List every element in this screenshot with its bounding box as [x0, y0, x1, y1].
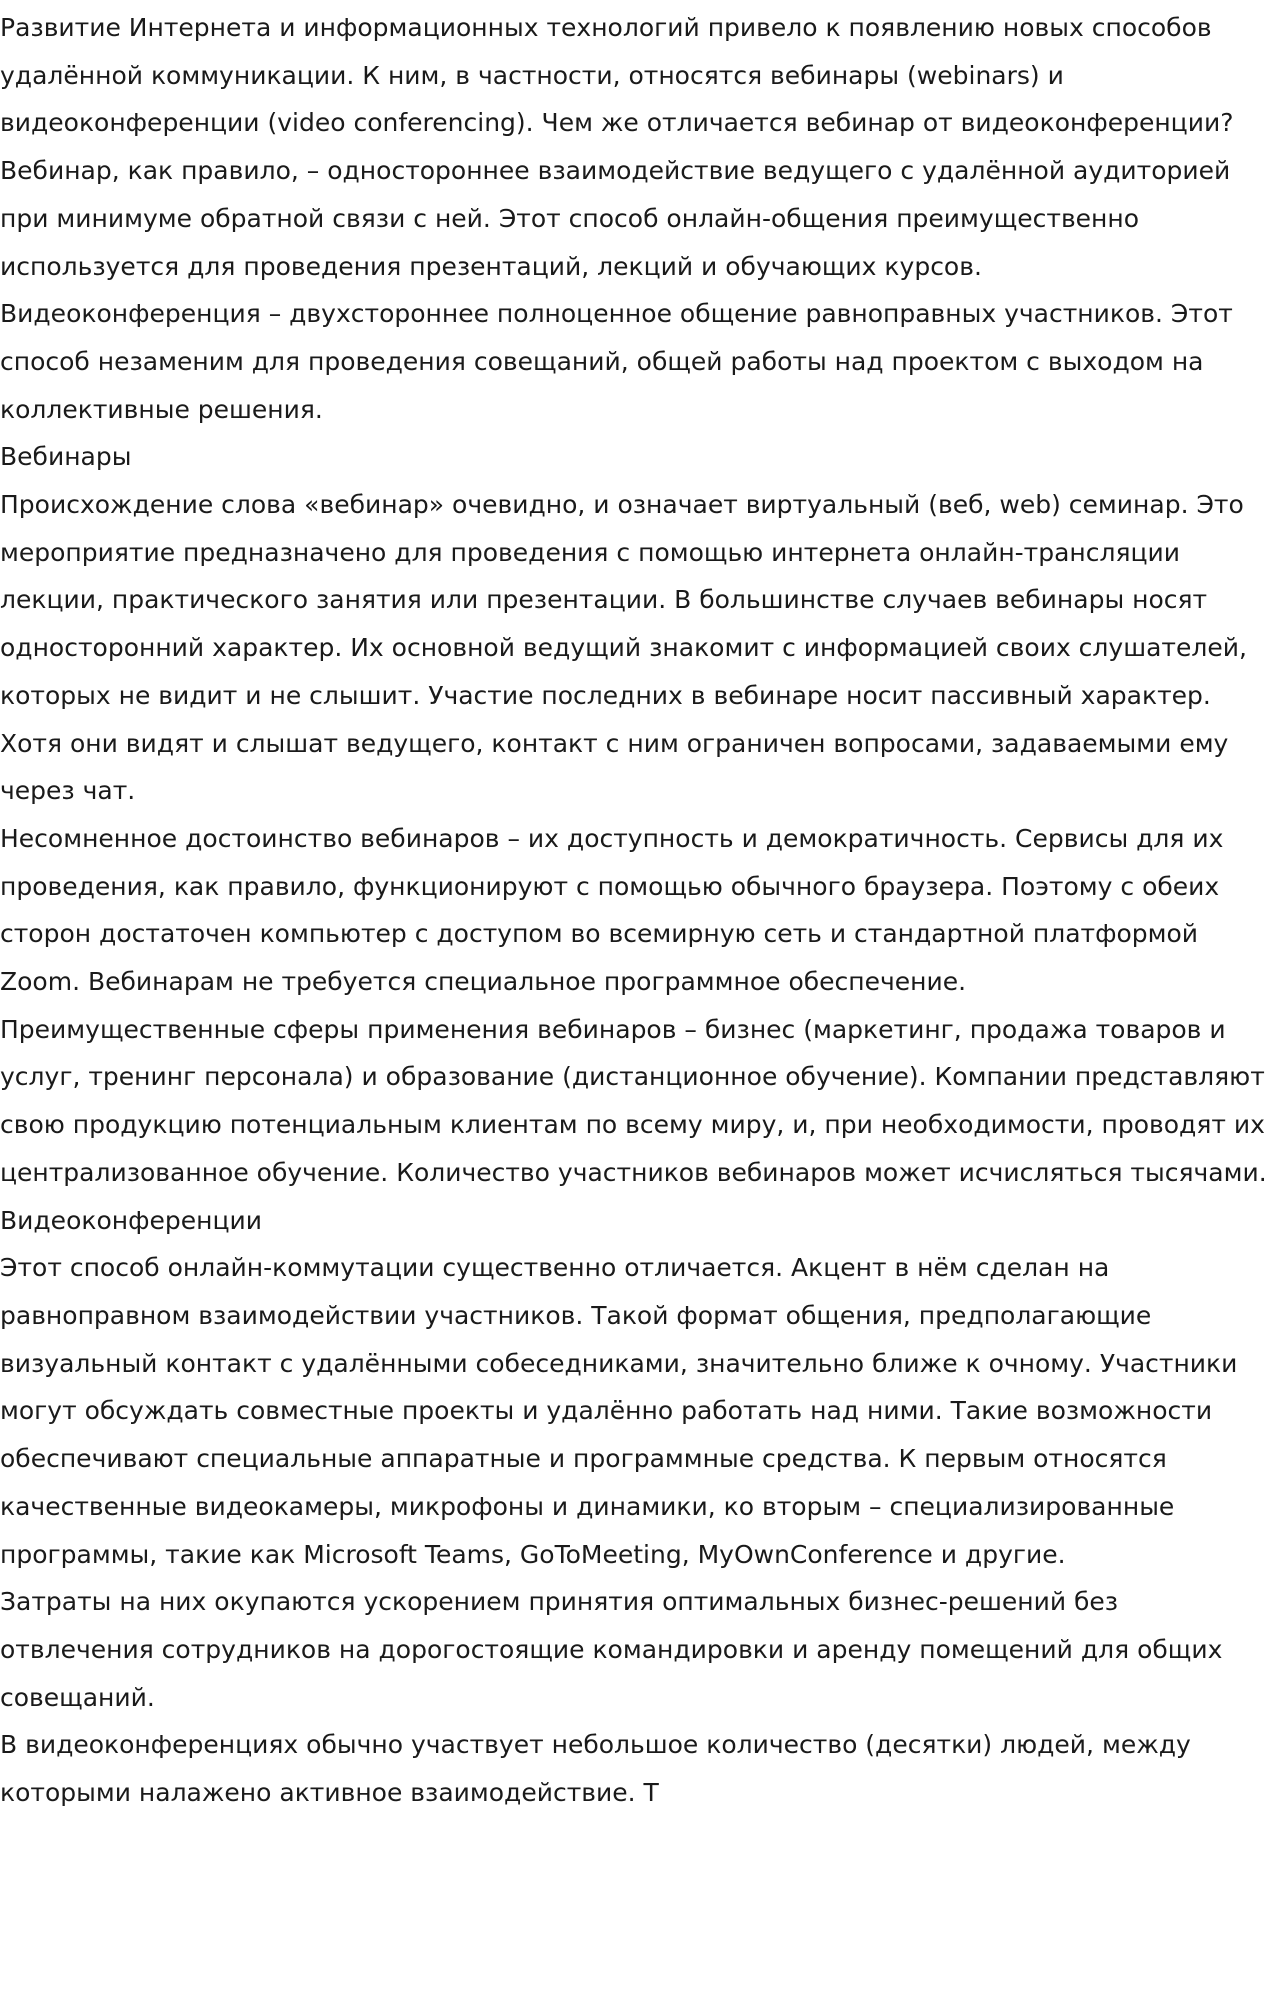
videoconference-details-paragraph: Этот способ онлайн-коммутации существенно отличается. Акцент в нём сделан на равноправном взаимодействии участников. Такой формат общения, предполагающие визуальный контакт с удалёнными собеседниками, значительно ближе к очному. Участники могут обсуждать совместные проекты и удалённо работать над ними. Такие возможности обеспечивают специальные аппаратные и программные средства. К первым относятся качественные видеокамеры, микрофоны и динамики, ко вторым – специализированные программы, такие как Microsoft Teams, GoToMeeting, MyOwnConference и другие. [0, 1253, 1238, 1569]
webinar-advantages-paragraph: Несомненное достоинство вебинаров – их доступность и демократичность. Сервисы для их проведения, как правило, функционируют с помощью обычного браузера. Поэтому с обеих сторон достаточен компьютер с доступом во всемирную сеть и стандартной платформой Zoom. Вебинарам не требуется специальное программное обеспечение. [0, 823, 1224, 997]
webinar-applications-paragraph: Преимущественные сферы применения вебинаров – бизнес (маркетинг, продажа товаров и услуг, тренинг персонала) и образование (дистанционное обучение). Компании представляют свою продукцию потенциальным клиентам по всему миру, и, при необходимости, проводят их централизованное обучение. Количество участников вебинаров может исчисляться тысячами. [0, 1014, 1267, 1187]
section-heading-videoconferences: Видеоконференции [0, 1205, 262, 1235]
videoconference-definition-paragraph: Видеоконференция – двухстороннее полноценное общение равноправных участников. Этот способ незаменим для проведения совещаний, общей работы над проектом с выходом на коллективные решения. [0, 299, 1233, 424]
webinar-definition-paragraph: Вебинар, как правило, – одностороннее взаимодействие ведущего с удалённой аудиторией при минимуме обратной связи с ней. Этот способ онлайн-общения преимущественно используется для проведения презентаций, лекций и обучающих курсов. [0, 156, 1231, 281]
section-heading-webinars: Вебинары [0, 442, 132, 472]
webinar-origin-paragraph: Происхождение слова «вебинар» очевидно, и означает виртуальный (веб, web) семинар. Это мероприятие предназначено для проведения с помощью интернета онлайн-трансляции лекции, практического занятия или презентации. В большинстве случаев вебинары носят односторонний характер. Их основной ведущий знакомит с информацией своих слушателей, которых не видит и не слышит. Участие последних в вебинаре носит пассивный характер. Хотя они видят и слышат ведущего, контакт с ним ограничен вопросами, задаваемыми ему через чат. [0, 490, 1247, 806]
videoconference-participants-paragraph: В видеоконференциях обычно участвует небольшое количество (десятки) людей, между которыми налажено активное взаимодействие. Т [0, 1730, 1191, 1808]
intro-paragraph: Развитие Интернета и информационных технологий привело к появлению новых способов удалённой коммуникации. К ним, в частности, относятся вебинары (webinars) и видеоконференции (video conferencing). Чем же отличается вебинар от видеоконференции? [0, 13, 1234, 138]
videoconference-costs-paragraph: Затраты на них окупаются ускорением принятия оптимальных бизнес-решений без отвлечения сотрудников на дорогостоящие командировки и аренду помещений для общих совещаний. [0, 1587, 1223, 1712]
